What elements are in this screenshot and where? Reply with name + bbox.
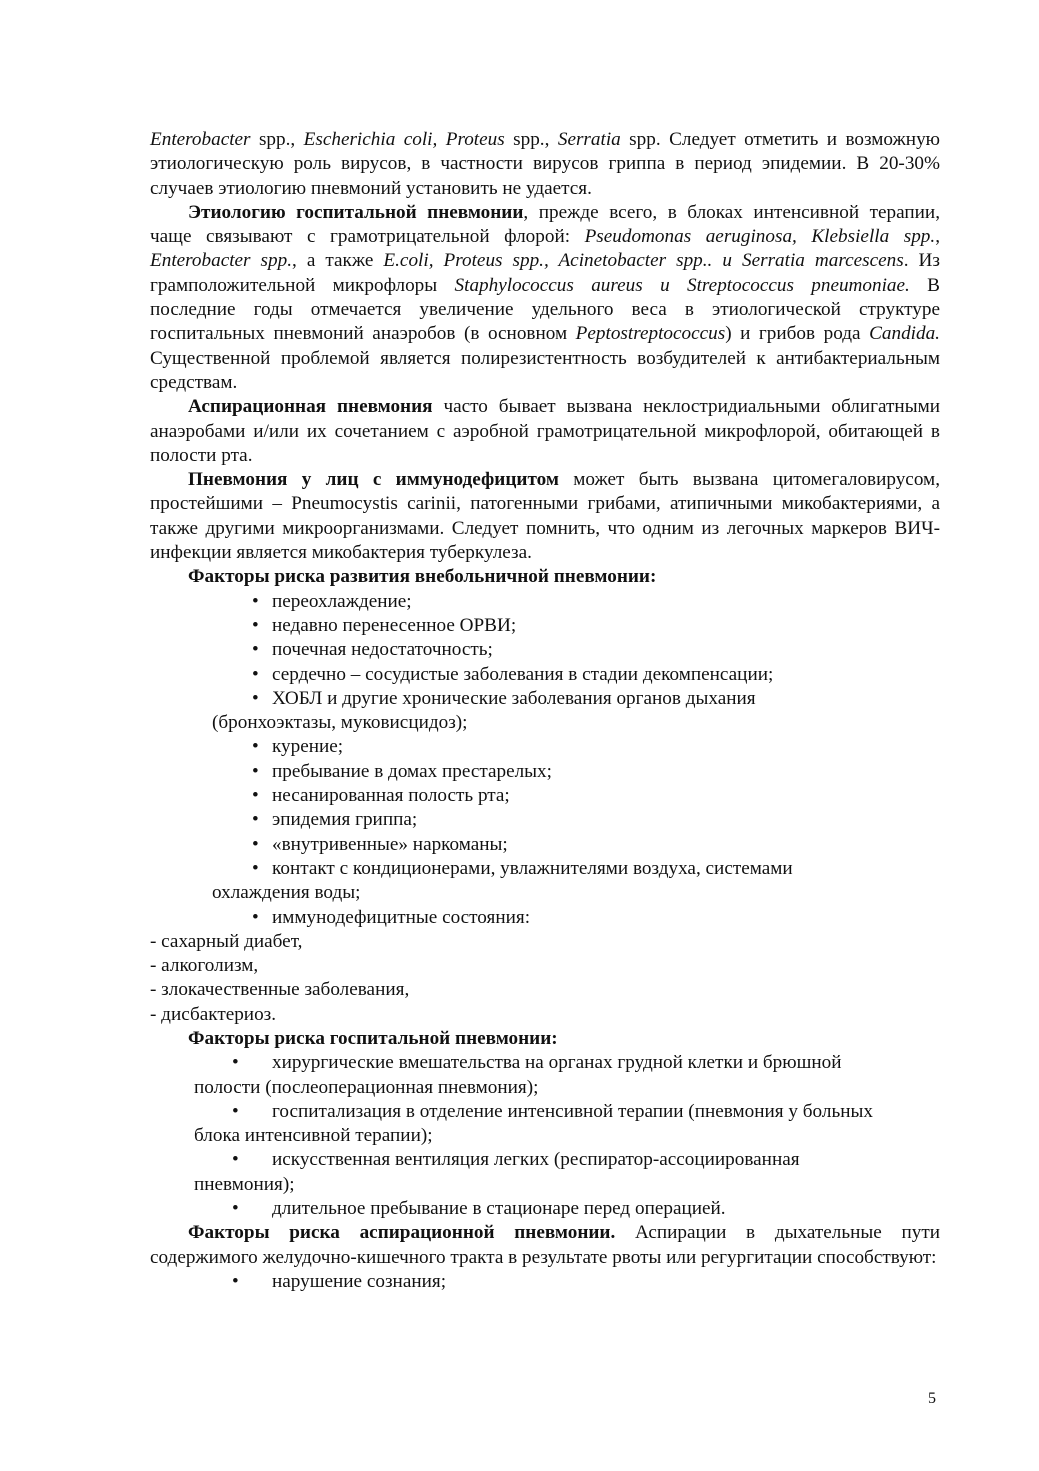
text: . Из грамположительной микрофлоры [150, 250, 940, 296]
paragraph-aspiration [150, 395, 940, 468]
bold-term: Факторы риска аспирационной пневмонии. [188, 1222, 616, 1244]
list-item-text: госпитализация в отделение интенсивной терапии (пневмония у больных [272, 1100, 873, 1122]
text: , прежде всего, в блоках интенсивной терапии, чаще связывают с грамотрицательной флорой: [150, 201, 941, 248]
list-item [150, 735, 940, 759]
italic-text: E.coli, Proteus spp., Acinetobacter spp.. и Serratia marcescens [383, 250, 904, 272]
italic-text: Serratia [557, 129, 621, 150]
bullet-icon: • [252, 785, 259, 807]
sub-list-item: - алкоголизм, [150, 955, 259, 977]
list-item-text: нарушение сознания; [272, 1270, 447, 1292]
bullet-icon: • [232, 1198, 239, 1220]
list-item [150, 590, 940, 614]
list-item-continuation: полости (послеоперационная пневмония); [194, 1076, 539, 1098]
list-item-text: несанированная полость рта; [272, 785, 510, 807]
list-item-continuation: охлаждения воды; [212, 882, 361, 904]
italic-text: Enterobacter spp. [150, 250, 293, 272]
heading-community-risk: Факторы риска развития внебольничной пневмонии: [188, 566, 657, 588]
list-item [150, 687, 940, 736]
bullet-icon: • [252, 736, 259, 758]
list-item-text: хирургические вмешательства на органах грудной клетки и брюшной [272, 1052, 842, 1074]
bullet-icon: • [232, 1270, 239, 1292]
bullet-icon: • [252, 833, 259, 855]
list-item-continuation: блока интенсивной терапии); [194, 1125, 433, 1147]
paragraph-etiology-hospital [150, 201, 940, 395]
list-item-text: почечная недостаточность; [272, 639, 493, 661]
bullet-icon: • [252, 809, 259, 831]
text: ) и грибов рода [725, 323, 870, 345]
bullet-icon: • [232, 1100, 239, 1122]
list-item [150, 1148, 940, 1197]
list-item [150, 1197, 940, 1221]
text: может быть вызвана цитомегаловирусом, простейшими – Pneumocystis carinii, патогенными грибами, атипичными микобактериями, а также другими микроорганизмами. Следует помнить, что одним из легочных маркеров ВИЧ-инфекции является микобактерия туберкулеза. [150, 469, 940, 564]
list-item-continuation: пневмония); [194, 1173, 295, 1195]
list-item [150, 614, 940, 638]
list-item-text: курение; [272, 736, 344, 758]
bullet-icon: • [252, 590, 259, 612]
list-item-continuation: (бронхоэктазы, муковисцидоз); [212, 712, 468, 734]
bold-term: Этиологию госпитальной пневмонии [188, 201, 524, 223]
bold-term: Аспирационная пневмония [188, 396, 433, 418]
bullet-icon: • [252, 857, 259, 879]
list-item [150, 1100, 940, 1149]
list-aspiration-risk [150, 1270, 940, 1294]
bullet-icon: • [252, 906, 259, 928]
page-number: 5 [928, 1390, 936, 1407]
sub-list-item: - сахарный диабет, [150, 930, 303, 952]
sub-list-item: - злокачественные заболевания, [150, 979, 410, 1001]
list-item-text: контакт с кондиционерами, увлажнителями воздуха, системами [272, 857, 793, 879]
list-community-risk [150, 590, 940, 930]
list-item-text: «внутривенные» наркоманы; [272, 833, 508, 855]
text: spp., [250, 129, 304, 150]
italic-text: Pseudomonas aeruginosa, Klebsiella spp. [584, 226, 936, 248]
paragraph-aspiration-risk [150, 1221, 940, 1270]
list-item [150, 906, 940, 930]
bullet-icon: • [252, 687, 259, 709]
bullet-icon: • [232, 1149, 239, 1171]
bullet-icon: • [252, 760, 259, 782]
list-item-text: переохлаждение; [272, 590, 412, 612]
list-item-text: искусственная вентиляция легких (респиратор-ассоциированная [272, 1149, 800, 1171]
list-item [150, 1270, 940, 1294]
text: Существенной проблемой является полирезистентность возбудителей к антибактериальным средствам. [150, 347, 940, 393]
list-item-text: иммунодефицитные состояния: [272, 906, 531, 928]
list-item [150, 663, 940, 687]
bullet-icon: • [232, 1052, 239, 1074]
heading-hospital-risk: Факторы риска госпитальной пневмонии: [188, 1027, 558, 1049]
text: , [935, 226, 940, 248]
text: В последние годы отмечается увеличение удельного веса в этиологической структуре госпитальных пневмоний анаэробов (в основном [150, 274, 940, 345]
text: , а также [292, 250, 384, 272]
list-item-text: недавно перенесенное ОРВИ; [272, 614, 517, 636]
text: spp. Следует отметить и возможную этиологическую роль вирусов, в частности вирусов гриппа в период эпидемии. В 20-30% случаев этиологию пневмоний установить не удается. [150, 129, 940, 199]
italic-text: Candida. [869, 323, 940, 345]
list-item-text: эпидемия гриппа; [272, 809, 418, 831]
italic-text: Escherichia coli, Proteus [303, 129, 505, 150]
list-immunodeficiency-states [150, 930, 940, 1027]
list-item [150, 833, 940, 857]
text: часто бывает вызвана неклостридиальными облигатными анаэробами и/или их сочетанием с аэробной грамотрицательной микрофлорой, обитающей в полости рта. [150, 396, 940, 466]
list-item [150, 1051, 940, 1100]
bold-term: Пневмония у лиц с иммунодефицитом [188, 469, 559, 491]
list-item-text: пребывание в домах престарелых; [272, 760, 552, 782]
list-item [150, 857, 940, 906]
list-item [150, 808, 940, 832]
bullet-icon: • [252, 614, 259, 636]
paragraph-immunodeficiency [150, 468, 940, 565]
paragraph-etiology-community [150, 128, 940, 201]
list-item [150, 760, 940, 784]
list-item-text: длительное пребывание в стационаре перед операцией. [272, 1198, 726, 1220]
bullet-icon: • [252, 639, 259, 661]
italic-text: Peptostreptococcus [575, 323, 726, 345]
text: Аспирации в дыхательные пути содержимого желудочно-кишечного тракта в результате рвоты или регургитации способствуют: [150, 1222, 940, 1268]
list-item-text: ХОБЛ и другие хронические заболевания органов дыхания [272, 687, 756, 709]
list-hospital-risk [150, 1051, 940, 1221]
list-item [150, 784, 940, 808]
bullet-icon: • [252, 663, 259, 685]
list-item [150, 638, 940, 662]
sub-list-item: - дисбактериоз. [150, 1003, 277, 1025]
italic-text: Enterobacter [150, 129, 251, 150]
list-item-text: сердечно – сосудистые заболевания в стадии декомпенсации; [272, 663, 774, 685]
document-body [150, 128, 940, 1294]
text: spp., [504, 129, 558, 150]
italic-text: Staphylococcus aureus и Streptococcus pneumoniae. [454, 274, 910, 296]
